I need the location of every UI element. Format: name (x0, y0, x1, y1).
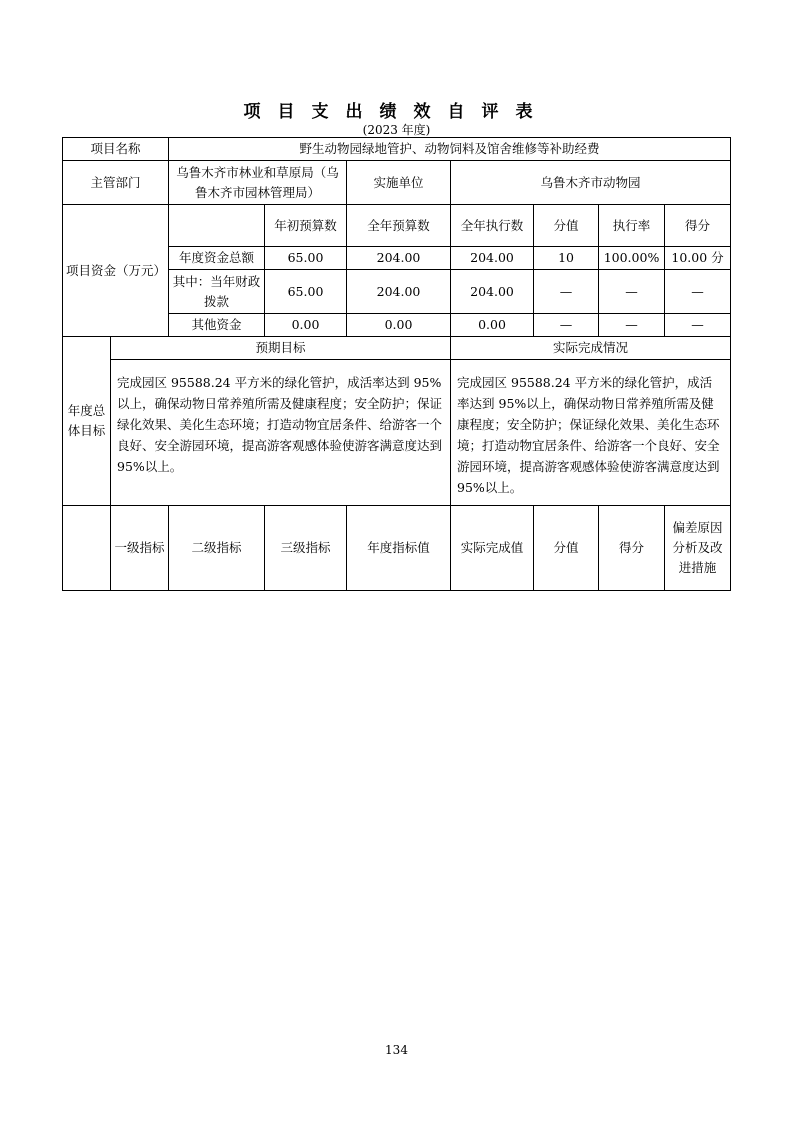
funds-header-annual: 全年预算数 (347, 205, 451, 247)
funds-row-score-value: 10 (534, 247, 599, 270)
funds-header-row (63, 205, 731, 247)
indicators-blank-cell (63, 506, 111, 591)
funds-row-score-value: — (534, 270, 599, 314)
funds-row-annual: 204.00 (347, 247, 451, 270)
funds-row-annual: 204.00 (347, 270, 451, 314)
indicator-score-value-header: 分值 (534, 506, 599, 591)
actual-completion-text: 完成园区 95588.24 平方米的绿化管护，成活率达到 95%以上，确保动物日常养殖所需及健康程度；安全防护；保证绿化效果、美化生态环境；打造动物宜居条件、给游客一个良好、安全游园环境，提高游客观感体验使游客满意度达到 95%以上。 (451, 360, 731, 506)
indicator-level3-header: 三级指标 (265, 506, 347, 591)
funds-row-executed: 204.00 (451, 270, 534, 314)
dept-value: 乌鲁木齐市林业和草原局（乌鲁木齐市园林管理局） (169, 161, 347, 205)
project-name-row (63, 138, 731, 161)
page-number: 134 (385, 1043, 408, 1057)
funds-row-executed: 0.00 (451, 314, 534, 337)
funds-header-blank (169, 205, 265, 247)
indicator-target-header: 年度指标值 (347, 506, 451, 591)
indicator-actual-header: 实际完成值 (451, 506, 534, 591)
funds-row-name: 年度资金总额 (169, 247, 265, 270)
funds-row-rate: — (599, 270, 665, 314)
indicator-score-header: 得分 (599, 506, 665, 591)
funds-row-score: — (665, 270, 731, 314)
funds-header-rate: 执行率 (599, 205, 665, 247)
funds-header-score: 得分 (665, 205, 731, 247)
funds-row-annual: 0.00 (347, 314, 451, 337)
funds-row-initial: 0.00 (265, 314, 347, 337)
page-title: 项目支出绩效自评表 (243, 102, 550, 122)
funds-row-initial: 65.00 (265, 270, 347, 314)
project-name-label: 项目名称 (63, 138, 169, 161)
funds-header-score-value: 分值 (534, 205, 599, 247)
funds-header-executed: 全年执行数 (451, 205, 534, 247)
expected-goal-header: 预期目标 (111, 337, 451, 360)
funds-row-name: 其他资金 (169, 314, 265, 337)
funds-header-initial: 年初预算数 (265, 205, 347, 247)
project-name-value: 野生动物园绿地管护、动物饲料及馆舍维修等补助经费 (169, 138, 731, 161)
funds-row-rate: — (599, 314, 665, 337)
indicators-header-row (63, 506, 731, 591)
funds-row-score: 10.00 分 (665, 247, 731, 270)
indicator-level1-header: 一级指标 (111, 506, 169, 591)
funds-row-score: — (665, 314, 731, 337)
funds-row-rate: 100.00% (599, 247, 665, 270)
goals-content-row (63, 360, 731, 506)
evaluation-table (62, 137, 731, 591)
expected-goal-text: 完成园区 95588.24 平方米的绿化管护，成活率达到 95%以上，确保动物日常养殖所需及健康程度；安全防护；保证绿化效果、美化生态环境；打造动物宜居条件、给游客一个良好、安全游园环境，提高游客观感体验使游客满意度达到 95%以上。 (111, 360, 451, 506)
department-row (63, 161, 731, 205)
funds-row-score-value: — (534, 314, 599, 337)
dept-label: 主管部门 (63, 161, 169, 205)
indicator-level2-header: 二级指标 (169, 506, 265, 591)
funds-row-initial: 65.00 (265, 247, 347, 270)
goals-label: 年度总体目标 (63, 337, 111, 506)
impl-label: 实施单位 (347, 161, 451, 205)
funds-label: 项目资金（万元） (63, 205, 169, 337)
goals-header-row (63, 337, 731, 360)
actual-completion-header: 实际完成情况 (451, 337, 731, 360)
funds-row-executed: 204.00 (451, 247, 534, 270)
impl-value: 乌鲁木齐市动物园 (451, 161, 731, 205)
report-year: (2023 年度) (362, 123, 431, 137)
indicator-deviation-header: 偏差原因分析及改进措施 (665, 506, 731, 591)
funds-row-name: 其中：当年财政拨款 (169, 270, 265, 314)
